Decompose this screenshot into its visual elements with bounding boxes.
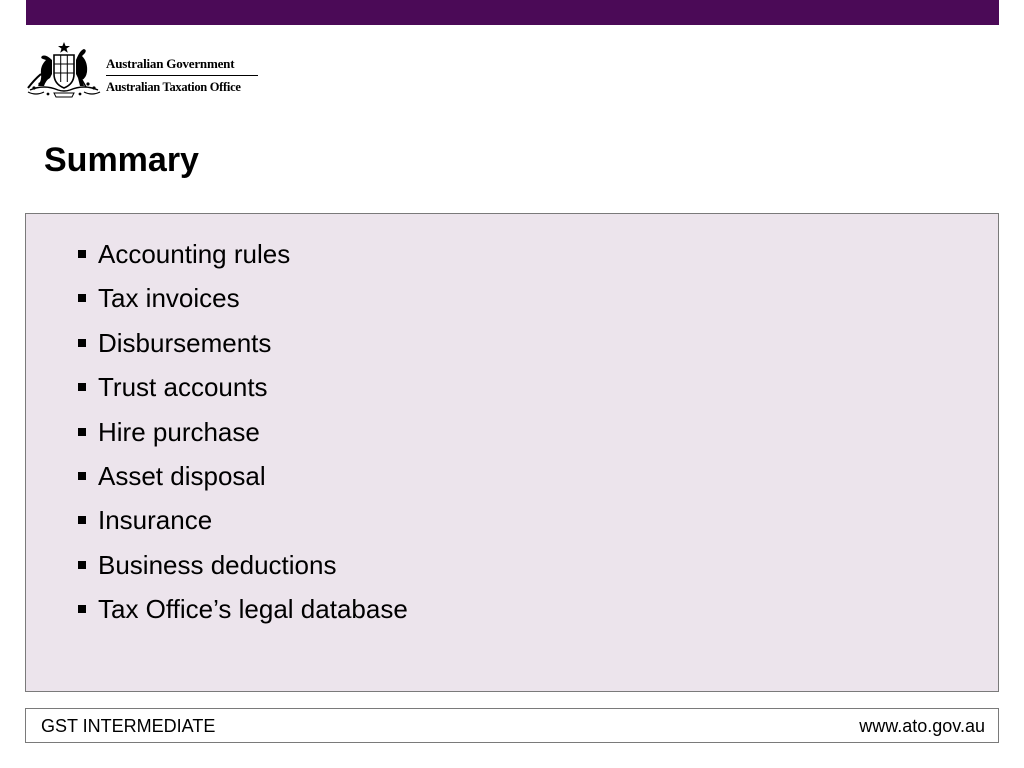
list-item-text: Asset disposal (98, 460, 266, 491)
list-item (78, 276, 408, 320)
content-panel (25, 213, 999, 692)
square-bullet-icon (78, 605, 86, 613)
list-item-text: Insurance (98, 505, 213, 536)
summary-bullet-list (78, 232, 408, 632)
logo-divider (106, 75, 258, 76)
slide-title: Summary (44, 141, 199, 179)
square-bullet-icon (78, 516, 86, 524)
list-item (78, 543, 408, 587)
list-item (78, 410, 408, 454)
government-name: Australian Government (106, 56, 235, 71)
list-item-text: Business deductions (98, 549, 337, 580)
ato-logo (24, 40, 260, 100)
list-item-text: Tax Office’s legal database (98, 594, 408, 625)
course-name: GST INTERMEDIATE (41, 716, 216, 736)
square-bullet-icon (78, 383, 86, 391)
list-item-text: Tax invoices (98, 283, 240, 314)
square-bullet-icon (78, 250, 86, 258)
slide-footer (25, 708, 999, 743)
list-item (78, 365, 408, 409)
logo-wordmark (106, 56, 258, 95)
top-brand-bar (26, 0, 999, 25)
square-bullet-icon (78, 561, 86, 569)
square-bullet-icon (78, 428, 86, 436)
list-item (78, 321, 408, 365)
list-item (78, 454, 408, 498)
agency-name: Australian Taxation Office (106, 80, 241, 94)
list-item-text: Disbursements (98, 327, 272, 358)
square-bullet-icon (78, 294, 86, 302)
list-item (78, 232, 408, 276)
list-item-text: Hire purchase (98, 416, 260, 447)
coat-of-arms-icon (24, 40, 104, 100)
website-link[interactable]: www.ato.gov.au (859, 716, 985, 736)
list-item-text: Accounting rules (98, 239, 291, 269)
list-item-text: Trust accounts (98, 372, 268, 403)
square-bullet-icon (78, 339, 86, 347)
list-item (78, 498, 408, 542)
square-bullet-icon (78, 472, 86, 480)
list-item (78, 587, 408, 631)
